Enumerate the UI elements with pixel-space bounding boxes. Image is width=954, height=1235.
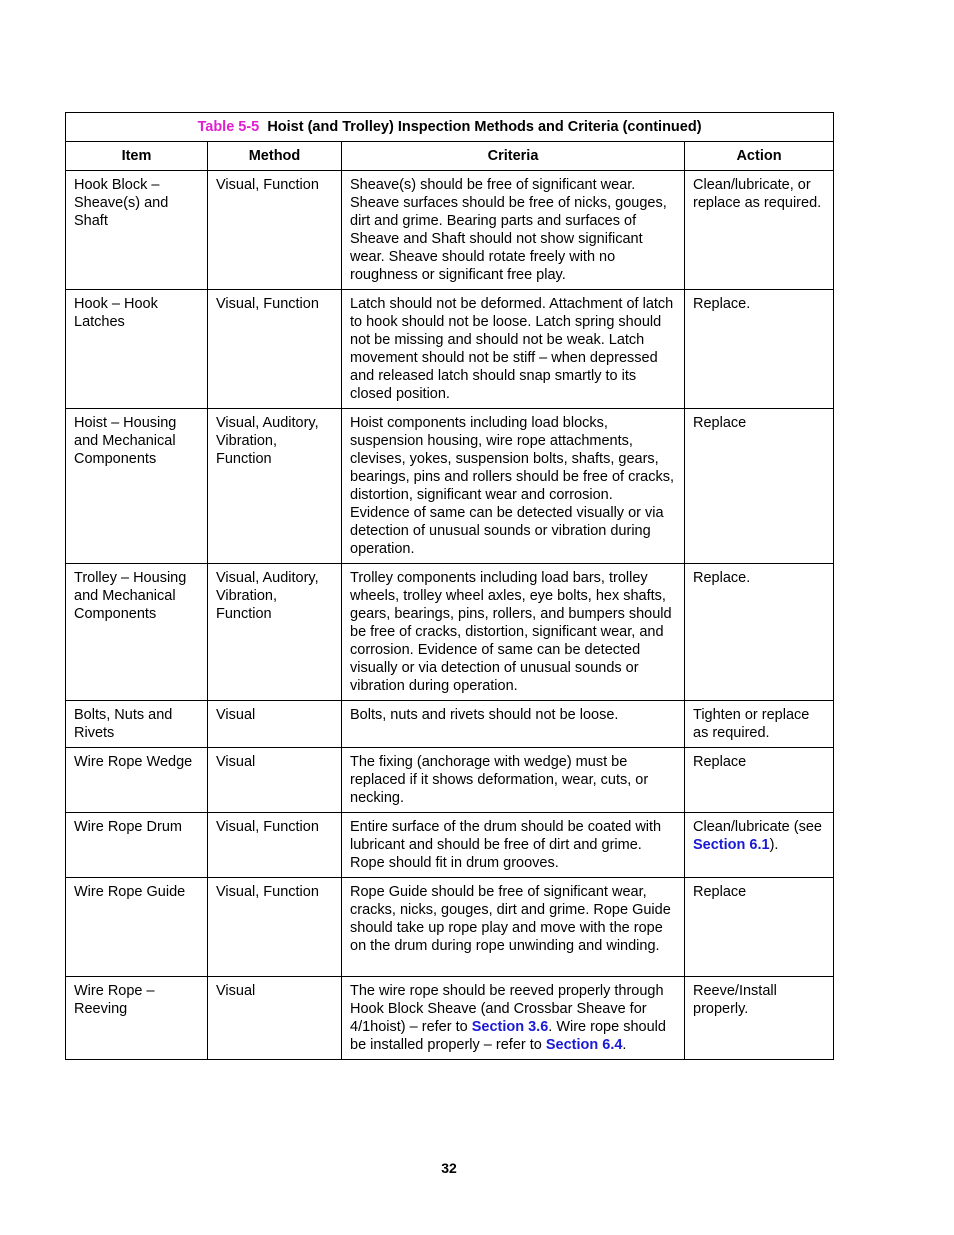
header-criteria: Criteria [342, 142, 685, 171]
method-cell: Visual [208, 701, 342, 748]
action-cell [685, 813, 834, 878]
header-method: Method [208, 142, 342, 171]
criteria-cell: Latch should not be deformed. Attachment of latch to hook should not be loose. Latch spring should not be missing and should not be weak. Latch movement should not be stiff – when depressed and released latch should snap smartly to its closed position. [342, 290, 685, 409]
action-cell: Reeve/Install properly. [685, 977, 834, 1060]
method-cell: Visual [208, 748, 342, 813]
section-3-6-link[interactable]: Section 3.6 [471, 1019, 549, 1035]
item-cell: Wire Rope Wedge [66, 748, 208, 813]
table-number: Table 5-5 [197, 119, 260, 135]
inspection-table [65, 112, 834, 1060]
item-cell: Hoist – Housing and Mechanical Components [66, 409, 208, 564]
action-cell: Tighten or replace as required. [685, 701, 834, 748]
action-text: Clean/lubricate (see [693, 819, 822, 835]
header-item: Item [66, 142, 208, 171]
method-cell: Visual, Function [208, 171, 342, 290]
action-text-end: ). [769, 837, 779, 853]
action-cell: Replace [685, 409, 834, 564]
criteria-cell: Trolley components including load bars, trolley wheels, trolley wheel axles, eye bolts, hex shafts, gears, bearings, pins, rollers, and bumpers should be free of cracks, distortion, significant wear, and corrosion. Evidence of same can be detected visually or via detection of unusual sounds or vibration during operation. [342, 564, 685, 701]
criteria-cell: Bolts, nuts and rivets should not be loose. [342, 701, 685, 748]
criteria-cell: Entire surface of the drum should be coated with lubricant and should be free of dirt and grime. Rope should fit in drum grooves. [342, 813, 685, 878]
header-action: Action [685, 142, 834, 171]
item-cell: Hook – Hook Latches [66, 290, 208, 409]
method-cell: Visual, Function [208, 290, 342, 409]
table-row [66, 977, 834, 1060]
section-6-4-link[interactable]: Section 6.4 [545, 1037, 623, 1053]
table-row [66, 813, 834, 878]
table-row [66, 171, 834, 290]
criteria-cell [342, 977, 685, 1060]
criteria-text-mid: . Wire rope should be installed properly – refer to [350, 1019, 666, 1053]
table-caption [66, 113, 834, 142]
table-row [66, 748, 834, 813]
criteria-cell: Hoist components including load blocks, suspension housing, wire rope attachments, clevises, yokes, suspension bolts, shafts, gears, bearings, pins and rollers should be free of cracks, distortion, significant wear and corrosion. Evidence of same can be detected visually or via detection of unusual sounds or vibration during operation. [342, 409, 685, 564]
item-cell: Wire Rope Guide [66, 878, 208, 977]
table-title: Hoist (and Trolley) Inspection Methods and Criteria (continued) [267, 119, 702, 135]
action-cell: Replace [685, 878, 834, 977]
criteria-cell: Sheave(s) should be free of significant wear. Sheave surfaces should be free of nicks, gouges, dirt and grime. Bearing parts and surfaces of Sheave and Shaft should not show significant wear. Sheave should rotate freely with no roughness or significant free play. [342, 171, 685, 290]
criteria-cell: The fixing (anchorage with wedge) must be replaced if it shows deformation, wear, cuts, or necking. [342, 748, 685, 813]
page-number: 32 [441, 1160, 457, 1176]
item-cell: Wire Rope – Reeving [66, 977, 208, 1060]
method-cell: Visual, Auditory, Vibration, Function [208, 564, 342, 701]
section-6-1-link[interactable]: Section 6.1 [693, 837, 770, 853]
table-row [66, 701, 834, 748]
method-cell: Visual, Auditory, Vibration, Function [208, 409, 342, 564]
action-cell: Replace [685, 748, 834, 813]
table-row [66, 878, 834, 977]
action-cell: Replace. [685, 564, 834, 701]
item-cell: Wire Rope Drum [66, 813, 208, 878]
method-cell: Visual, Function [208, 878, 342, 977]
criteria-cell: Rope Guide should be free of significant wear, cracks, nicks, gouges, dirt and grime. Rope Guide should take up rope play and move with the rope on the drum during rope unwinding and winding. [342, 878, 685, 977]
criteria-text-end: . [622, 1037, 627, 1053]
header-row [66, 142, 834, 171]
table-row [66, 564, 834, 701]
table-row [66, 409, 834, 564]
method-cell: Visual, Function [208, 813, 342, 878]
item-cell: Trolley – Housing and Mechanical Components [66, 564, 208, 701]
item-cell: Bolts, Nuts and Rivets [66, 701, 208, 748]
item-cell: Hook Block – Sheave(s) and Shaft [66, 171, 208, 290]
table-row [66, 290, 834, 409]
action-cell: Replace. [685, 290, 834, 409]
criteria-text: The wire rope should be reeved properly through Hook Block Sheave (and Crossbar Sheave for 4/1hoist) – refer to [350, 983, 664, 1035]
action-cell: Clean/lubricate, or replace as required. [685, 171, 834, 290]
method-cell: Visual [208, 977, 342, 1060]
